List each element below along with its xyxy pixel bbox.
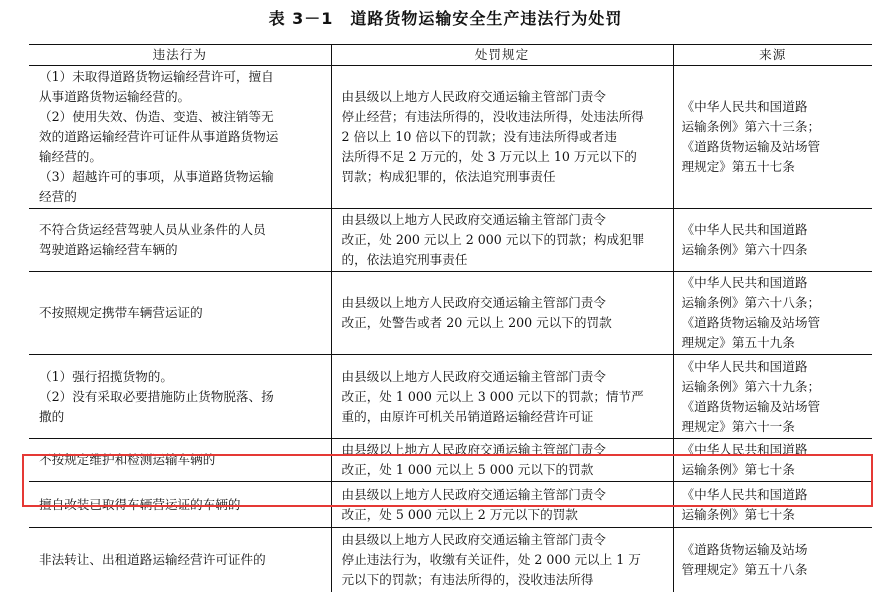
violation-cell: （1）未取得道路货物运输经营许可，擅自 从事道路货物运输经营的。 （2）使用失效、伪造、变造、被注销等无 效的道路运输经营许可证件从事道路货物运 输经营的。 （3）超越许可的事项，从事道路货物运输 经营的 (39, 69, 279, 204)
violation-cell: 不符合货运经营驾驶人员从业条件的人员 驾驶道路运输经营车辆的 (39, 222, 266, 257)
violation-cell: （1）强行招揽货物的。 （2）没有采取必要措施防止货物脱落、扬 撒的 (39, 368, 274, 424)
penalty-cell: 由县级以上地方人民政府交通运输主管部门责令 改正，处 1 000 元以上 5 000 元以下的罚款 (341, 442, 606, 477)
violation-cell: 不按照规定携带车辆营运证的 (39, 305, 203, 320)
source-cell: 《中华人民共和国道路 运输条例》第六十三条； 《道路货物运输及站场管 理规定》第五十七条 (681, 99, 821, 174)
penalty-cell: 由县级以上地方人民政府交通运输主管部门责令 停止违法行为，收缴有关证件，处 2 000 元以上 1 万 元以下的罚款；有违法所得的，没收违法所得 (341, 531, 641, 587)
violation-cell: 不按规定维护和检测运输车辆的 (39, 452, 216, 467)
header-row (29, 45, 872, 66)
penalty-cell: 由县级以上地方人民政府交通运输主管部门责令 改正，处 1 000 元以上 3 000 元以下的罚款；情节严 重的，由原许可机关吊销道路运输经营许可证 (341, 368, 644, 424)
table-row (29, 66, 872, 209)
table-row-highlighted (29, 482, 872, 528)
penalty-table (29, 44, 872, 592)
source-cell: 《中华人民共和国道路 运输条例》第六十四条 (681, 222, 808, 257)
table-row (29, 355, 872, 439)
table-row (29, 528, 872, 592)
source-cell: 《中华人民共和国道路 运输条例》第七十条 (681, 442, 808, 477)
table-row (29, 272, 872, 355)
header-penalty: 处罚规定 (331, 45, 673, 66)
source-cell: 《中华人民共和国道路 运输条例》第六十八条； 《道路货物运输及站场管 理规定》第五十九条 (681, 275, 821, 350)
violation-cell: 擅自改装已取得车辆营运证的车辆的 (39, 496, 241, 512)
violation-cell: 非法转让、出租道路运输经营许可证件的 (39, 551, 266, 567)
table-row (29, 439, 872, 482)
penalty-cell: 由县级以上地方人民政府交通运输主管部门责令 改正，处 5 000 元以上 2 万元以下的罚款 (341, 486, 606, 522)
table-row (29, 209, 872, 272)
header-violation: 违法行为 (29, 45, 331, 66)
header-source: 来源 (673, 45, 872, 66)
penalty-cell: 由县级以上地方人民政府交通运输主管部门责令 停止经营；有违法所得的，没收违法所得，处违法所得 2 倍以上 10 倍以下的罚款；没有违法所得或者违 法所得不足 2 万元的，处 3 万元以上 10 万元以下的 罚款；构成犯罪的，依法追究刑事责任 (341, 89, 644, 184)
penalty-cell: 由县级以上地方人民政府交通运输主管部门责令 改正，处警告或者 20 元以上 200 元以下的罚款 (341, 295, 612, 330)
source-cell: 《道路货物运输及站场 管理规定》第五十八条 (681, 541, 808, 577)
penalty-cell: 由县级以上地方人民政府交通运输主管部门责令 改正，处 200 元以上 2 000 元以下的罚款；构成犯罪 的，依法追究刑事责任 (341, 212, 645, 267)
table-title: 表 3－1 道路货物运输安全生产违法行为处罚 (268, 9, 623, 28)
source-cell: 《中华人民共和国道路 运输条例》第六十九条； 《道路货物运输及站场管 理规定》第六十一条 (681, 358, 821, 434)
source-cell: 《中华人民共和国道路 运输条例》第七十条 (681, 486, 808, 522)
